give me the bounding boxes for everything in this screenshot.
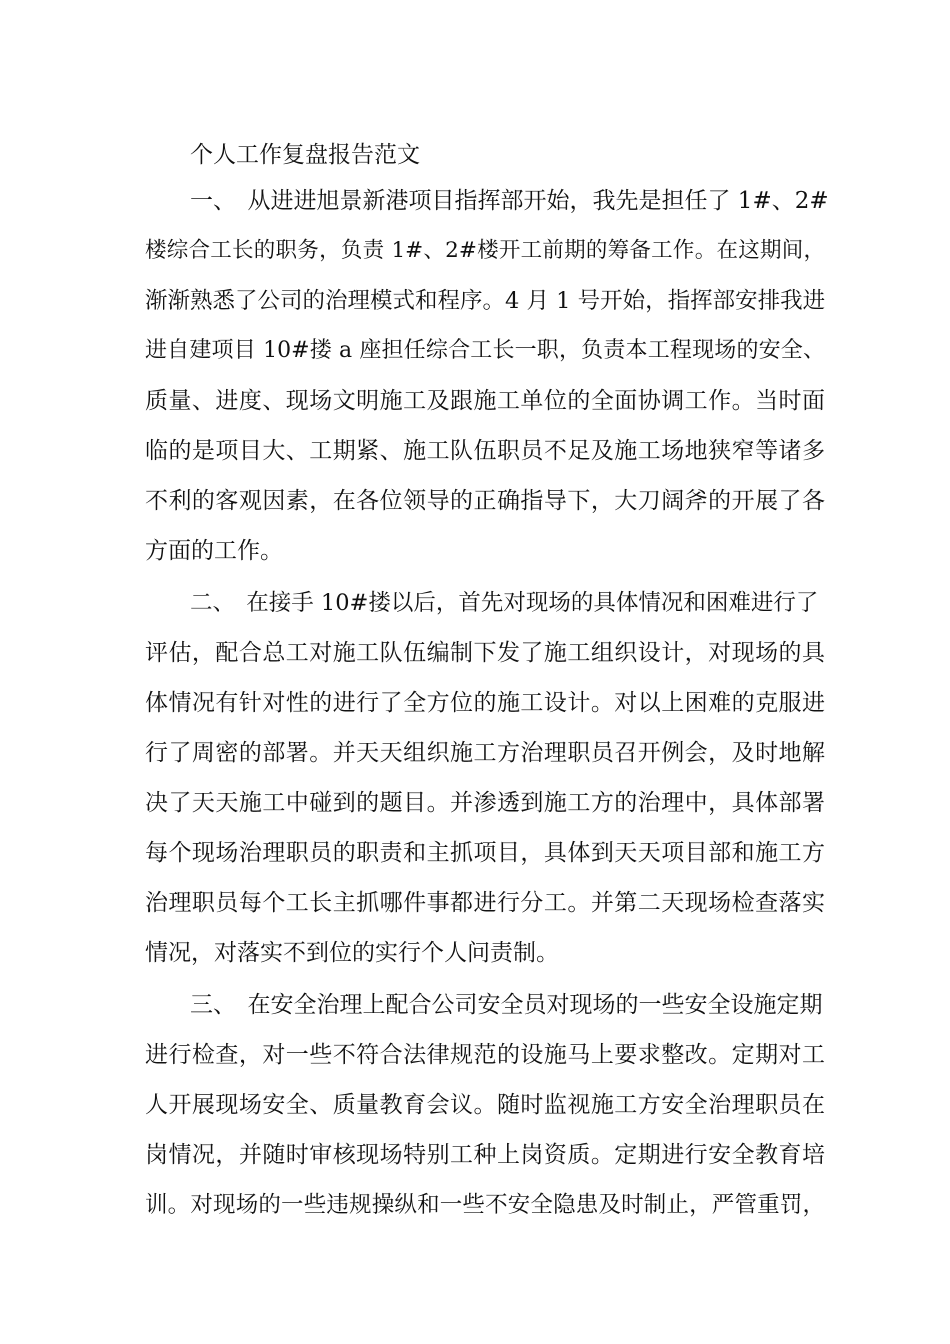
paragraph-2-line-8: 情况，对落实不到位的实行个人问责制。: [145, 940, 559, 966]
paragraph-1-line-6: 临的是项目大、工期紧、施工队伍职员不足及施工场地狭窄等诸多: [145, 438, 825, 464]
paragraph-2-line-6: 每个现场治理职员的职责和主抓项目，具体到天天项目部和施工方: [145, 840, 825, 866]
paragraph-3-line-5: 训。对现场的一些违规操纵和一些不安全隐患及时制止，严管重罚，: [145, 1192, 825, 1218]
paragraph-1-line-4: 进自建项目 10#搂 a 座担任综合工长一职，负责本工程现场的安全、: [145, 338, 825, 363]
paragraph-2-line-2: 评估，配合总工对施工队伍编制下发了施工组织设计，对现场的具: [145, 640, 825, 666]
paragraph-1-line-5: 质量、进度、现场文明施工及跟施工单位的全面协调工作。当时面: [145, 388, 825, 414]
paragraph-1-line-1: 一、 从进进旭景新港项目指挥部开始，我先是担任了 1#、2#: [190, 188, 829, 214]
paragraph-3-line-4: 岗情况，并随时审核现场特别工种上岗资质。定期进行安全教育培: [145, 1142, 825, 1168]
paragraph-1-line-3: 渐渐熟悉了公司的治理模式和程序。4 月 1 号开始，指挥部安排我进: [145, 288, 826, 314]
paragraph-2-line-1: 二、 在接手 10#搂以后，首先对现场的具体情况和困难进行了: [190, 590, 819, 616]
paragraph-2-line-4: 行了周密的部署。并天天组织施工方治理职员召开例会，及时地解: [145, 740, 825, 766]
paragraph-2-line-3: 体情况有针对性的进行了全方位的施工设计。对以上困难的克服进: [145, 690, 825, 716]
paragraph-3-line-2: 进行检查，对一些不符合法律规范的设施马上要求整改。定期对工: [145, 1042, 825, 1068]
paragraph-1-line-7: 不利的客观因素，在各位领导的正确指导下，大刀阔斧的开展了各: [145, 488, 825, 514]
paragraph-1-line-2: 楼综合工长的职务，负责 1#、2#楼开工前期的筹备工作。在这期间，: [145, 238, 825, 263]
paragraph-2-line-5: 决了天天施工中碰到的题目。并渗透到施工方的治理中，具体部署: [145, 790, 825, 816]
paragraph-3-line-3: 人开展现场安全、质量教育会议。随时监视施工方安全治理职员在: [145, 1092, 825, 1118]
paragraph-3-line-1: 三、 在安全治理上配合公司安全员对现场的一些安全设施定期: [190, 992, 823, 1018]
paragraph-2-line-7: 治理职员每个工长主抓哪件事都进行分工。并第二天现场检查落实: [145, 890, 825, 916]
paragraph-1-line-8: 方面的工作。: [145, 538, 283, 564]
document-title: 个人工作复盘报告范文: [190, 142, 420, 168]
